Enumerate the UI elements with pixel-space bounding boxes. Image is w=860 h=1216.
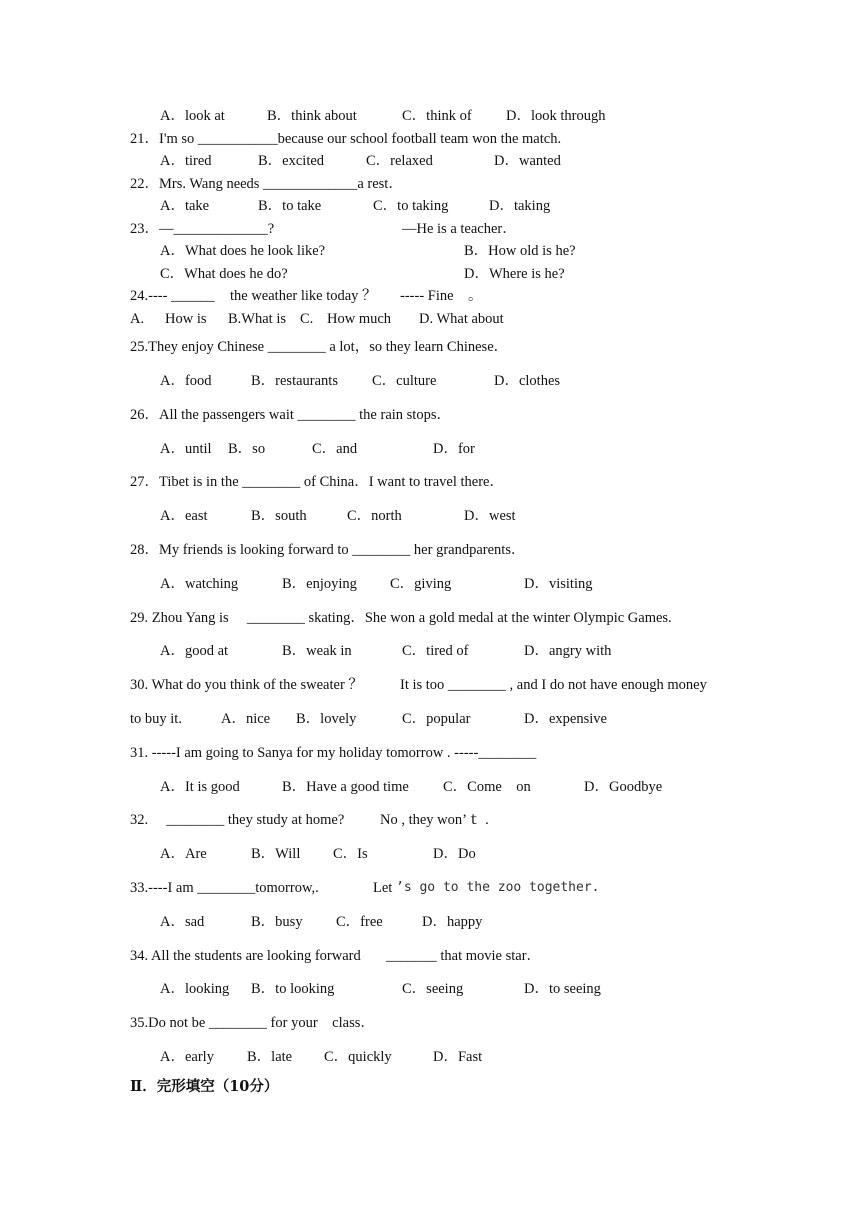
q24-option-d: D. What about — [419, 311, 504, 327]
q25-option-b: B．restaurants — [251, 373, 338, 389]
q28-option-d: D．visiting — [524, 576, 593, 592]
q31-option-c: C．Come on — [443, 779, 531, 795]
q26-option-b: B．so — [228, 441, 266, 457]
q35-option-c: C．quickly — [324, 1049, 392, 1065]
q32-option-b: B．Will — [251, 846, 301, 862]
q24-option-c: How much — [327, 311, 392, 327]
q35-option-a: A．early — [160, 1049, 214, 1065]
q34-stem: 34. All the students are looking forward _______ that movie star． — [130, 948, 542, 964]
q29-option-b: B．weak in — [282, 643, 352, 659]
q30-option-c: C．popular — [402, 711, 471, 727]
q33-option-a: A．sad — [160, 914, 205, 930]
q22-option-a: A．take — [160, 198, 210, 214]
q30-stem: 30. What do you think of the sweater ？ It is too ________ , and I do not have enough money — [130, 677, 707, 693]
q23-option-b: B．How old is he? — [464, 243, 576, 259]
q35-stem: 35.Do not be ________ for your class． — [130, 1015, 375, 1031]
q34-options — [0, 979, 860, 999]
q22-option-d: D．taking — [489, 198, 551, 214]
q24-option-c-letter: C. — [300, 311, 314, 327]
q32-stem: 32. ________ they study at home? No , they won’ｔ . — [130, 812, 489, 828]
q26-stem: 26．All the passengers wait ________ the rain stops． — [130, 407, 451, 423]
q34-option-d: D．to seeing — [524, 981, 601, 997]
q28-option-c: C．giving — [390, 576, 452, 592]
q23-options-row2 — [0, 264, 860, 284]
q29-options — [0, 641, 860, 661]
q28-option-b: B．enjoying — [282, 576, 357, 592]
q27-stem: 27．Tibet is in the ________ of China．I want to travel there． — [130, 474, 504, 490]
q30-option-b: B．lovely — [296, 711, 357, 727]
q31-stem: 31. -----I am going to Sanya for my holiday tomorrow . -----________ — [130, 745, 537, 761]
q27-option-b: B．south — [251, 508, 307, 524]
q30-options — [0, 709, 860, 729]
q24-option-a-letter: A. — [130, 311, 145, 327]
q34-option-c: C．seeing — [402, 981, 464, 997]
q22-option-c: C．to taking — [373, 198, 449, 214]
q35-options — [0, 1047, 860, 1067]
q23-option-a: A．What does he look like? — [160, 243, 326, 259]
q28-stem: 28．My friends is looking forward to ________ her grandparents． — [130, 542, 526, 558]
q29-stem: 29. Zhou Yang is ________ skating．She won a gold medal at the winter Olympic Games. — [130, 610, 672, 626]
q25-option-a: A．food — [160, 373, 212, 389]
q23-option-c: C．What does he do? — [160, 266, 288, 282]
q29-option-d: D．angry with — [524, 643, 612, 659]
q32-option-a: A．Are — [160, 846, 207, 862]
q31-option-d: D．Goodbye — [584, 779, 663, 795]
q26-options — [0, 439, 860, 459]
q21-stem: 21．I'm so ___________because our school football team won the match. — [130, 131, 562, 147]
q30-option-d: D．expensive — [524, 711, 607, 727]
q30-option-a: A．nice — [221, 711, 271, 727]
q24-option-b: B.What is — [228, 311, 286, 327]
section-2-heading: Ⅱ．完形填空（10分） — [130, 1078, 279, 1095]
q25-stem: 25.They enjoy Chinese ________ a lot，so they learn Chinese． — [130, 339, 509, 355]
q23-options-row1 — [0, 241, 860, 261]
q23-option-d: D．Where is he? — [464, 266, 565, 282]
q33-option-c: C．free — [336, 914, 383, 930]
q24-options — [0, 309, 860, 329]
q28-option-a: A．watching — [160, 576, 239, 592]
q33-option-d: D．happy — [422, 914, 483, 930]
q21-options — [0, 151, 860, 171]
q27-options — [0, 506, 860, 526]
q22-stem: 22．Mrs. Wang needs _____________a rest． — [130, 176, 403, 192]
q25-option-d: D．clothes — [494, 373, 561, 389]
q23-stem: 23．—_____________? —He is a teacher． — [130, 221, 517, 237]
q20-option-b: B．think about — [267, 108, 357, 124]
q31-option-a: A．It is good — [160, 779, 240, 795]
q27-option-c: C．north — [347, 508, 402, 524]
q20-option-c: C．think of — [402, 108, 472, 124]
q21-option-d: D．wanted — [494, 153, 561, 169]
q35-option-b: B．late — [247, 1049, 293, 1065]
q33-option-b: B．busy — [251, 914, 303, 930]
q25-options — [0, 371, 860, 391]
q29-option-c: C．tired of — [402, 643, 469, 659]
q33-stem: 33.----I am ________tomorrow,. Let ’s go to the zoo together. — [130, 880, 600, 896]
q28-options — [0, 574, 860, 594]
q29-option-a: A．good at — [160, 643, 229, 659]
q32-option-d: D．Do — [433, 846, 476, 862]
q24-stem: 24.---- ______ the weather like today ？ ----- Fine 。 — [130, 288, 483, 304]
q35-option-d: D．Fast — [433, 1049, 483, 1065]
q21-option-c: C．relaxed — [366, 153, 433, 169]
q22-option-b: B．to take — [258, 198, 322, 214]
q27-option-a: A．east — [160, 508, 208, 524]
q26-option-c: C．and — [312, 441, 358, 457]
q31-option-b: B．Have a good time — [282, 779, 409, 795]
q24-option-a: How is — [165, 311, 207, 327]
q26-option-a: A．until — [160, 441, 212, 457]
q31-options — [0, 777, 860, 797]
q26-option-d: D．for — [433, 441, 475, 457]
q20-options — [0, 106, 860, 126]
q30-stem-continued: to buy it. — [130, 711, 182, 727]
q21-option-b: B．excited — [258, 153, 325, 169]
q22-options — [0, 196, 860, 216]
q34-option-b: B．to looking — [251, 981, 335, 997]
q34-option-a: A．looking — [160, 981, 230, 997]
q20-option-d: D．look through — [506, 108, 606, 124]
q27-option-d: D．west — [464, 508, 516, 524]
q33-options — [0, 912, 860, 932]
q21-option-a: A．tired — [160, 153, 212, 169]
q20-option-a: A．look at — [160, 108, 225, 124]
q32-options — [0, 844, 860, 864]
q32-option-c: C．Is — [333, 846, 368, 862]
q25-option-c: C．culture — [372, 373, 437, 389]
